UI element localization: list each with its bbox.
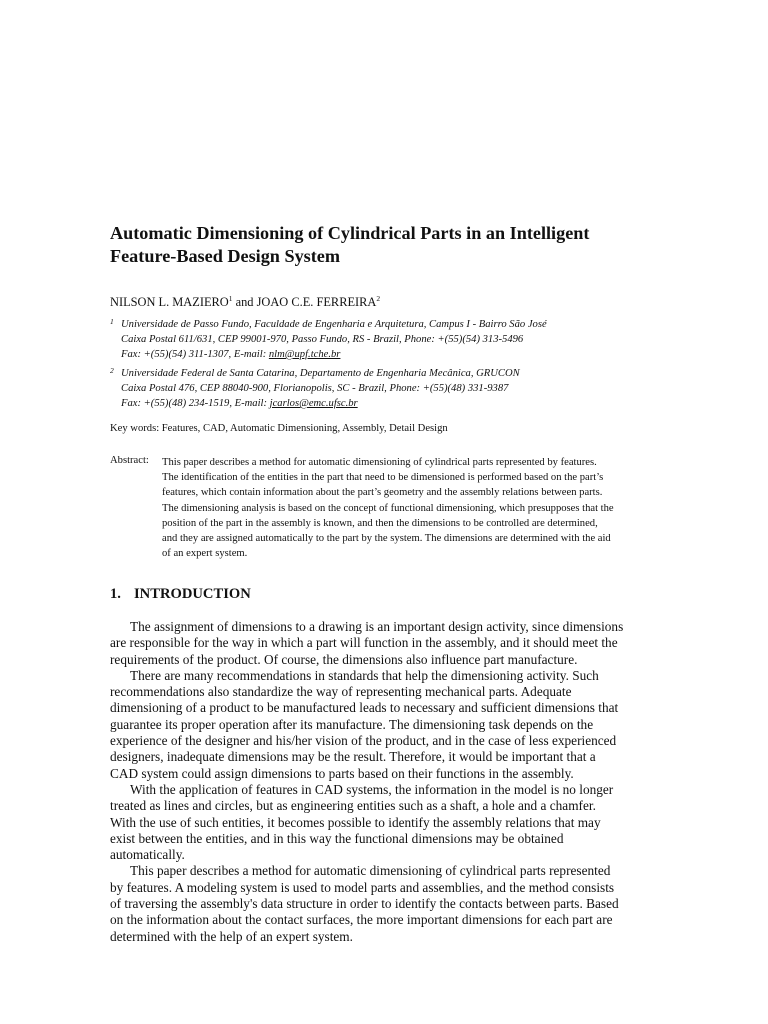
affiliation-line: Caixa Postal 476, CEP 88040-900, Florianopolis, SC - Brazil, Phone: +(55)(48) 331-9387	[121, 383, 509, 394]
body-line: With the use of such entities, it becomes possible to identify the assembly relations that may	[110, 814, 601, 830]
fax-text: Fax: +(55)(48) 234-1519, E-mail:	[121, 398, 270, 409]
abstract-line: The identification of the entities in the part that need to be dimensioned is performed based on the part’s	[162, 472, 604, 484]
author-name: NILSON L. MAZIERO	[110, 295, 229, 309]
author-name: JOAO C.E. FERREIRA	[256, 295, 377, 309]
abstract-body	[162, 455, 672, 561]
abstract-label: Abstract:	[110, 455, 149, 466]
title-line: Automatic Dimensioning of Cylindrical Parts in an Intelligent	[110, 223, 590, 243]
body-line: treated as lines and circles, but as engineering entities such as a shaft, a hole and a chamfer.	[110, 798, 596, 814]
section-title: INTRODUCTION	[134, 586, 251, 602]
body-line: This paper describes a method for automatic dimensioning of cylindrical parts represented	[130, 863, 611, 879]
section-heading	[110, 586, 251, 603]
body-line: experience of the designer and his/her vision of the product, and in the case of less experienced	[110, 733, 617, 749]
abstract-line: The dimensioning analysis is based on the concept of functional dimensioning, which presupposes that the	[162, 502, 614, 514]
author-line	[110, 294, 380, 310]
body-line: guarantee its proper operation after its manufacture. The dimensioning task depends on the	[110, 716, 594, 732]
affiliation-line: Caixa Postal 611/631, CEP 99001-970, Passo Fundo, RS - Brazil, Phone: +(55)(54) 313-5496	[121, 334, 524, 345]
email-link[interactable]: nlm@upf.tche.br	[268, 349, 341, 360]
author-joiner: and	[232, 295, 257, 309]
section-number: 1.	[110, 586, 121, 602]
keywords: Key words: Features, CAD, Automatic Dimensioning, Assembly, Detail Design	[110, 423, 448, 434]
body-line: exist between the entities, and in this way the functional dimensions may be obtained	[110, 830, 564, 846]
body-line: are responsible for the way in which a part will function in the assembly, and it should meet the	[110, 635, 618, 651]
abstract-line: and they are assigned automatically to the part by the system. The dimensions are determined with the aid	[162, 533, 611, 545]
title-line: Feature-Based Design System	[110, 246, 341, 266]
abstract-line: features, which contain information about the part’s geometry and the assembly relations between parts.	[162, 487, 603, 499]
body-line: by features. A modeling system is used to model parts and assemblies, and the method consists	[110, 879, 615, 895]
body-line: recommendations also standardize the way of representing mechanical parts. Adequate	[110, 684, 572, 700]
fax-text: Fax: +(55)(54) 311-1307, E-mail:	[121, 349, 269, 360]
body-line: The assignment of dimensions to a drawing is an important design activity, since dimensions	[130, 619, 624, 634]
affiliation-mark: 1	[228, 294, 233, 303]
affiliation-line: Universidade Federal de Santa Catarina, Departamento de Engenharia Mecânica, GRUCON	[121, 368, 520, 379]
affiliation-line: Universidade de Passo Fundo, Faculdade de Engenharia e Arquitetura, Campus I - Bairro São José	[121, 319, 547, 330]
body-line: determined with the help of an expert system.	[110, 928, 353, 944]
affiliation-number: 1	[110, 317, 114, 326]
body-line: There are many recommendations in standards that help the dimensioning activity. Such	[130, 667, 599, 683]
body-line: CAD system could assign dimensions to parts based on their functions in the assembly.	[110, 765, 574, 781]
paper-title	[110, 222, 670, 268]
body-line: of traversing the assembly's data structure in order to identify the contacts between parts. Based	[110, 896, 619, 912]
affiliation-contact-line	[121, 396, 520, 411]
body-line: designers, inadequate dimensions may be the result. Therefore, it would be important that a	[110, 749, 596, 765]
body-text	[110, 619, 670, 945]
affiliation-contact-line	[121, 347, 547, 362]
abstract-line: This paper describes a method for automatic dimensioning of cylindrical parts represented by features.	[162, 457, 597, 468]
email-link[interactable]: jcarlos@emc.ufsc.br	[269, 398, 358, 409]
body-line: on the information about the contact surfaces, the more important dimensions for each part are	[110, 912, 613, 928]
body-line: dimensioning of a product to be manufactured leads to necessary and sufficient dimensions that	[110, 700, 619, 716]
body-line: requirements of the product. Of course, the dimensions also influence part manufacture.	[110, 651, 578, 667]
affiliation-mark: 2	[376, 294, 381, 303]
abstract-line: position of the part in the assembly is known, and then the dimensions to be controlled are determined,	[162, 517, 598, 529]
affiliation-number: 2	[110, 366, 114, 375]
body-line: automatically.	[110, 847, 185, 863]
abstract-line: of an expert system.	[162, 548, 248, 560]
body-line: With the application of features in CAD systems, the information in the model is no longer	[130, 781, 614, 797]
